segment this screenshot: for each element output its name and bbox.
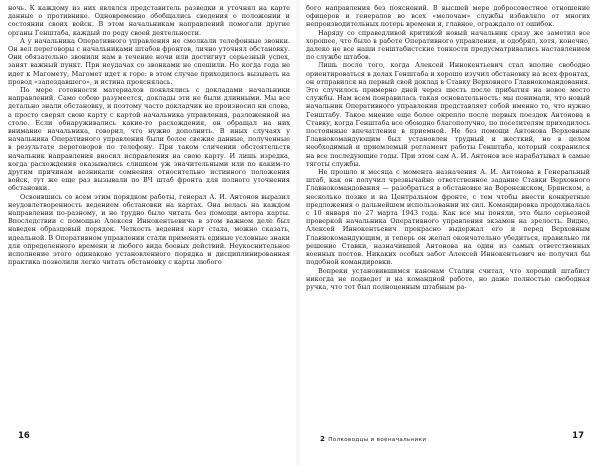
paragraph: А у начальника Оперативного управления не смолкали телефонные звонки. Он вел переговоры с начальниками штабов фронтов, лично уточнял обстановку. Они обязательно звонили нам в течение ночи или достигнут серьезный успех, занят важный пункт. При неудачах со звонками не спешили. Но когда года не идет к Магомету, Магомет идет к горе: в этом случае приходилось вызывать на провод «запоздавшего», и истина прояснялась. — [8, 36, 290, 86]
left-page-text — [8, 4, 290, 422]
paragraph: По мере готовности материалов появлялись с докладами начальники направлений. Само собою разумеется, доклады эти не были длинными. Мы все детально знали обстановку, и поэтому часто докладчик не произносил ни слова, а просто сверял свою карту с картой начальника управления, разложенной на столе. Если обнаруживались какие-то расхождения, он обращал на них внимание начальника, говорил, что нужно дополнить. В иных случаях у начальника Оперативного управления были более свежие данные, полученные в результате переговоров по телефону. При таком сличении обстоятельств начальник направления вносил исправления на свою карту. И лишь изредка, когда расхождения оказывались слишком уж значительными или по каким-то другим причинам возникали сомнения относительно истинного положения войск, тут же еще раз вызывали по ВЧ штаб фронта для полного уточнения обстановки. — [8, 86, 290, 193]
right-page-text — [306, 4, 590, 422]
paragraph: Вопреки установившимся канонам Сталин считал, что хороший штабист никогда не подведет и на командной работе, но даже полностью свободная ручка, что тот был полноценным штабным ра- — [306, 266, 590, 291]
page-number: 17 — [572, 431, 584, 441]
signature-text: Полководцы и военачальники — [328, 437, 427, 443]
paragraph: Лишь после того, когда Алексей Иннокентьевич стал вполне свободно ориентироваться в делах Генштаба и хорошо изучил обстановку на всех фронтах, он отправился на первый свой доклад в Ставку Верховного Главнокомандования. Это случилось примерно дней через шесть после прибытия на новое место службы. Нам всем понравилась такая основательность: мы понимали, что новый начальник Оперативного управления представляет собой именно то, что нужно Генштабу. Такое мнение еще более окрепло после первых поездок Антонова в Ставку, когда Генштаба все обоюдно благополучно, по посетителям приходилось постоянные впечатления в приемной. Не без помощи Антонова Верховным Главнокомандующим был установлен трудный и жесткий, но в целом необходимый и приемлемый регламент работы Генштаба, который сохранился на все последующие годы. При этом сам А. И. Антонов все нарабатывал в самые тяготы службы. — [306, 61, 590, 168]
left-page — [8, 4, 290, 460]
paragraph: ночь. К каждому из них являлся представитель разведки и уточнял на карте данные о противнике. Одновременно обобщались сведения о положении и состоянии своих войск. В этом начальникам направлений помогали другие органы Генштаба, каждый по роду своей деятельности. — [8, 4, 290, 37]
book-gutter — [296, 0, 300, 465]
page-number: 16 — [18, 431, 30, 441]
signature-mark: 2 — [320, 435, 326, 443]
printer-signature — [320, 435, 426, 444]
paragraph: Освоившись со всем этим порядком работы, генерал А. И. Антонов выразил неудовлетворенность ведением обстановки на картах. Она велась на каждом направлении по-разному, и не трудно было читать без помощи автора карты. Впоследствии с помощью Алексея Иннокентьевича в этом важном деле был наведен образцовый порядок. Четкость ведения карт стала, можно сказать, идеальной. В Оперативном управлении стали применять единые условные знаки для определенного времени и любого вида боевых действий. Неукоснительное исполнение этого одинаково установленного порядка и дисциплинированная практика позволили легко читать обстановку с карты любого — [8, 192, 290, 267]
paragraph: Не прошло и месяца с момента назначения А. И. Антонова в Генеральный штаб, как он получил чрезвычайно ответственное задание Ставки Верховного Главнокомандования — разобраться в обстановке на Воронежском, Брянском, а несколько позже и на Центральном фронте, с тем чтобы внести конкретные предложения о дальнейшем использовании их сил. Командировка продолжалась с 10 января по 27 марта 1943 года. Как все мы поняли, это было серьезной проверкой начальника Оперативного управления экзамен на зрелость. Видно, Алексей Иннокентьевич прекрасно выдержал его и перед Верховным Главнокомандующим, и теперь он желал окончательно убедиться, правильно ли решение Ставки, назначившей Антонова на один из самых ответственных военных постов. Никаких особых забот Алексей Иннокентьевич не получил бы подобной командировки. — [306, 168, 590, 267]
paragraph: Наряду со справедливой критикой новый начальник сразу же заметил все хорошее, что было в работе Оперативного управления, и одобрял, хотя, конечно, далеко не все наши генштабистские тонкости предусматривались наставлением по службе штабов. — [306, 28, 590, 62]
paragraph: бого направления без пояснений. В высшей мере добросовестное отношение офицеров и генералов во всех «мелочам» службы избавляло от многих непроизводительных потерь времени и, главное, ограждало от ошибок. — [306, 4, 590, 29]
right-page — [306, 4, 590, 460]
